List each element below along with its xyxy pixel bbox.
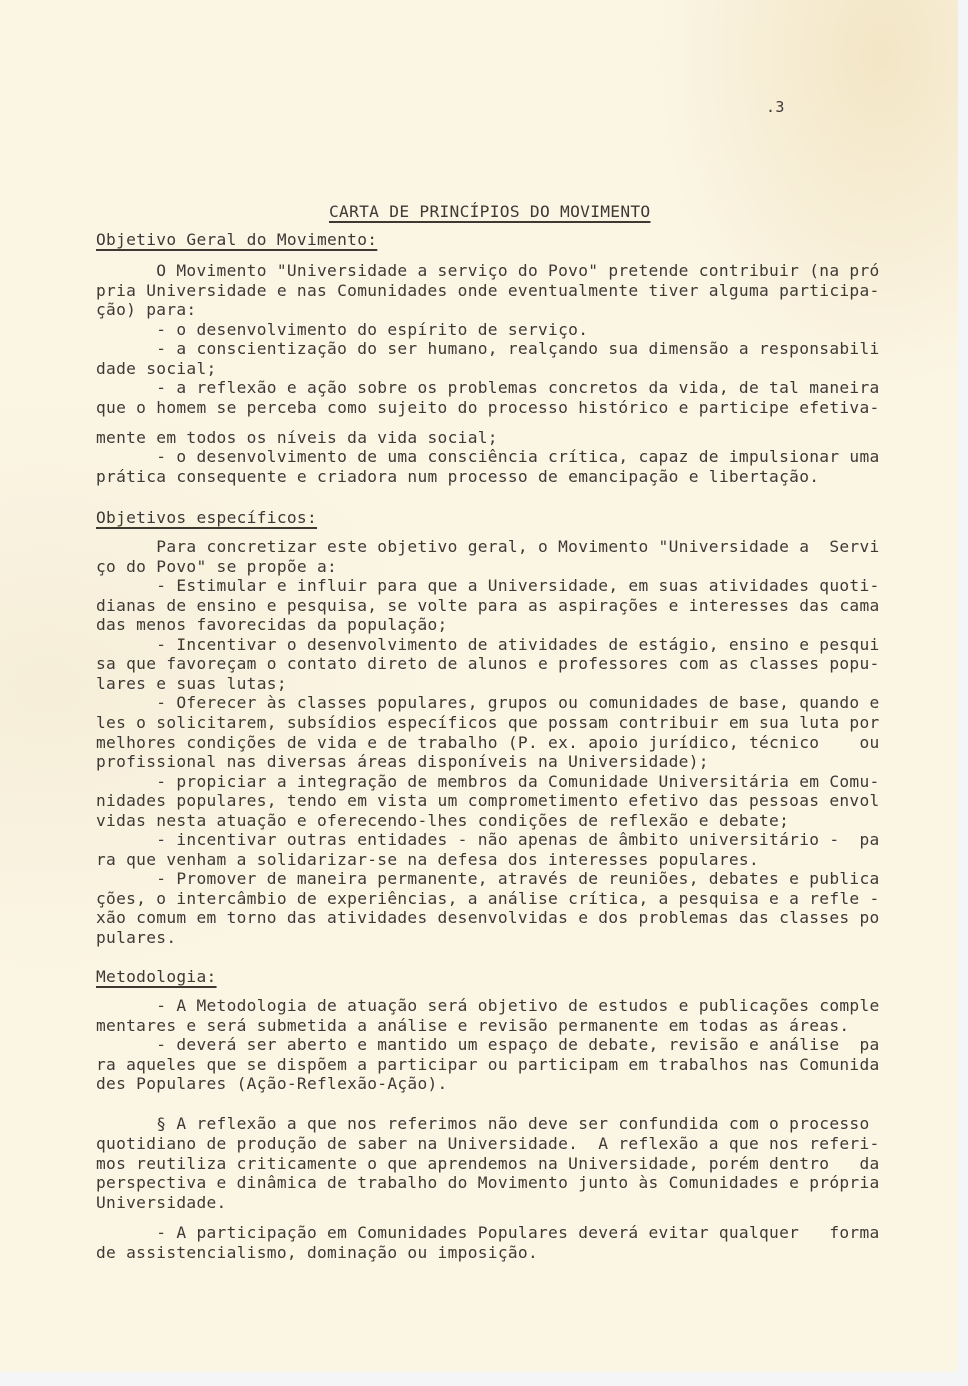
text-line: nidades populares, tendo em vista um comprometimento efetivo das pessoas envol: [96, 791, 880, 810]
text-line: Universidade.: [96, 1193, 227, 1212]
text-line: prática consequente e criadora num processo de emancipação e libertação.: [96, 467, 820, 486]
text-line: lares e suas lutas;: [96, 674, 287, 693]
text-line: - Oferecer às classes populares, grupos ou comunidades de base, quando e: [96, 693, 880, 712]
text-line: - A participação em Comunidades Populares deverá evitar qualquer forma: [96, 1223, 880, 1242]
text-line: dianas de ensino e pesquisa, se volte para as aspirações e interesses das cama: [96, 596, 880, 615]
text-line: ço do Povo" se propõe a:: [96, 557, 338, 576]
text-line: mos reutiliza criticamente o que aprendemos na Universidade, porém dentro da: [96, 1154, 880, 1173]
text-line: - a conscientização do ser humano, realçando sua dimensão a responsabili: [96, 339, 880, 358]
text-line: das menos favorecidas da população;: [96, 615, 448, 634]
text-line: ra que venham a solidarizar-se na defesa dos interesses populares.: [96, 850, 760, 869]
text-line: de assistencialismo, dominação ou imposição.: [96, 1243, 539, 1262]
text-line: - Promover de maneira permanente, através de reuniões, debates e publica: [96, 869, 880, 888]
text-line: - A Metodologia de atuação será objetivo de estudos e publicações comple: [96, 996, 880, 1015]
document-title: CARTA DE PRINCÍPIOS DO MOVIMENTO: [329, 202, 651, 221]
text-line: ções, o intercâmbio de experiências, a análise crítica, a pesquisa e a refle -: [96, 889, 880, 908]
text-line: pulares.: [96, 928, 177, 947]
text-line: dade social;: [96, 359, 217, 378]
page-number: .3: [766, 98, 785, 116]
text-line: - incentivar outras entidades - não apenas de âmbito universitário - pa: [96, 830, 880, 849]
text-line: - Incentivar o desenvolvimento de atividades de estágio, ensino e pesqui: [96, 635, 880, 654]
text-line: - deverá ser aberto e mantido um espaço de debate, revisão e análise pa: [96, 1035, 880, 1054]
text-line: perspectiva e dinâmica de trabalho do Movimento junto às Comunidades e própria: [96, 1173, 880, 1192]
text-line: ra aqueles que se dispõem a participar ou participam em trabalhos nas Comunida: [96, 1055, 880, 1074]
text-line: xão comum em torno das atividades desenvolvidas e dos problemas das classes po: [96, 908, 880, 927]
text-line: vidas nesta atuação e oferecendo-lhes condições de reflexão e debate;: [96, 811, 790, 830]
text-line: des Populares (Ação-Reflexão-Ação).: [96, 1074, 448, 1093]
text-line: Para concretizar este objetivo geral, o Movimento "Universidade a Servi: [96, 537, 880, 556]
section-heading-metodologia: Metodologia:: [96, 967, 217, 986]
text-line: melhores condições de vida e de trabalho (P. ex. apoio jurídico, técnico ou: [96, 733, 880, 752]
section-heading-especificos: Objetivos específicos:: [96, 508, 318, 527]
text-line: O Movimento "Universidade a serviço do Povo" pretende contribuir (na pró: [96, 261, 880, 280]
text-line: - o desenvolvimento do espírito de serviço.: [96, 320, 589, 339]
text-line: sa que favoreçam o contato direto de alunos e professores com as classes popu-: [96, 654, 880, 673]
text-line: § A reflexão a que nos referimos não deve ser confundida com o processo: [96, 1114, 870, 1133]
text-line: pria Universidade e nas Comunidades onde eventualmente tiver alguma participa-: [96, 281, 880, 300]
text-line: profissional nas diversas áreas disponíveis na Universidade);: [96, 752, 709, 771]
text-line: - a reflexão e ação sobre os problemas concretos da vida, de tal maneira: [96, 378, 880, 397]
text-line: mente em todos os níveis da vida social;: [96, 428, 498, 447]
section-heading-geral: Objetivo Geral do Movimento:: [96, 230, 378, 249]
text-line: mentares e será submetida a análise e revisão permanente em todas as áreas.: [96, 1016, 850, 1035]
text-line: que o homem se perceba como sujeito do processo histórico e participe efetiva-: [96, 398, 880, 417]
text-line: ção) para:: [96, 300, 197, 319]
text-line: - propiciar a integração de membros da Comunidade Universitária em Comu-: [96, 772, 880, 791]
text-line: quotidiano de produção de saber na Universidade. A reflexão a que nos referi-: [96, 1134, 880, 1153]
text-line: - o desenvolvimento de uma consciência crítica, capaz de impulsionar uma: [96, 447, 880, 466]
text-line: les o solicitarem, subsídios específicos que possam contribuir em sua luta por: [96, 713, 880, 732]
text-line: - Estimular e influir para que a Universidade, em suas atividades quoti-: [96, 576, 880, 595]
